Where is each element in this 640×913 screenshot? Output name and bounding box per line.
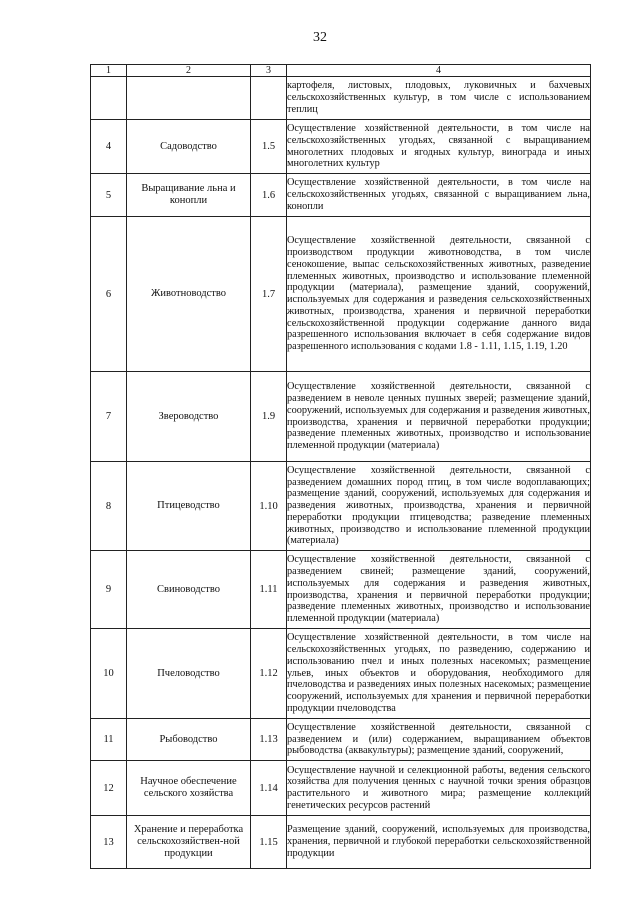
land-use-description: картофеля, листовых, плодовых, луковичных и бахчевых сельскохозяйственных культур, в том числе с использованием теплиц	[287, 77, 591, 120]
land-use-description: Размещение зданий, сооружений, используемых для производства, хранения, первичной и глубокой переработки сельскохозяйственной продукции	[287, 816, 591, 869]
row-number: 13	[91, 816, 127, 869]
land-use-description: Осуществление хозяйственной деятельности, в том числе на сельскохозяйственных угодьях, связанной с выращиванием льна, конопли	[287, 174, 591, 217]
land-use-name: Птицеводство	[127, 462, 251, 551]
land-use-description: Осуществление хозяйственной деятельности, связанной с производством продукции животноводства, в том числе сенокошение, выпас сельскохозяйственных животных, разведение племенных животных, производство и использование племенной продукции (материала), размещение зданий, сооружений, используемых для содержания и разведения сельскохозяйственных животных, производства, хранения и первичной переработки сельскохозяйственной продукции содержание данного вида разрешенного использования включает в себя содержание видов разрешенного использования с кодами 1.8 - 1.11, 1.15, 1.19, 1.20	[287, 217, 591, 372]
land-use-name: Садоводство	[127, 120, 251, 174]
land-use-name: Выращивание льна и конопли	[127, 174, 251, 217]
table-row	[91, 719, 591, 761]
land-use-code: 1.11	[251, 551, 287, 629]
table-row	[91, 217, 591, 372]
row-number: 5	[91, 174, 127, 217]
land-use-description: Осуществление хозяйственной деятельности, в том числе на сельскохозяйственных угодьях, связанной с выращиванием многолетних плодовых и ягодных культур, винограда и иных многолетних культур	[287, 120, 591, 174]
land-use-name	[127, 77, 251, 120]
land-use-table	[90, 64, 591, 869]
land-use-name: Животноводство	[127, 217, 251, 372]
table-row	[91, 551, 591, 629]
row-number: 6	[91, 217, 127, 372]
land-use-code: 1.7	[251, 217, 287, 372]
table-row	[91, 174, 591, 217]
land-use-code: 1.12	[251, 629, 287, 719]
land-use-description: Осуществление хозяйственной деятельности, связанной с разведением в неволе ценных пушных зверей; размещение зданий, сооружений, используемых для содержания и разведения животных, производства, хранения и первичной переработки продукции; разведение племенных животных, производство и использование племенной продукции (материала)	[287, 372, 591, 462]
row-number: 11	[91, 719, 127, 761]
land-use-code: 1.15	[251, 816, 287, 869]
row-number: 7	[91, 372, 127, 462]
land-use-code: 1.6	[251, 174, 287, 217]
header-cell: 2	[127, 65, 251, 77]
header-cell: 4	[287, 65, 591, 77]
table-row	[91, 462, 591, 551]
table-row	[91, 816, 591, 869]
land-use-description: Осуществление научной и селекционной работы, ведения сельского хозяйства для получения ценных с научной точки зрения образцов растительного и животного мира; размещение коллекций генетических ресурсов растений	[287, 761, 591, 816]
page-number: 32	[313, 30, 327, 45]
row-number: 4	[91, 120, 127, 174]
land-use-code: 1.5	[251, 120, 287, 174]
table-row	[91, 77, 591, 120]
land-use-name: Хранение и переработка сельскохозяйствен-ной продукции	[127, 816, 251, 869]
header-cell: 1	[91, 65, 127, 77]
land-use-name: Звероводство	[127, 372, 251, 462]
land-use-description: Осуществление хозяйственной деятельности, связанной с разведением свиней; размещение зданий, сооружений, используемых для содержания и разведения животных, производства, хранения и первичной переработки продукции; разведение племенных животных, производство и использование племенной продукции (материала)	[287, 551, 591, 629]
row-number: 9	[91, 551, 127, 629]
row-number: 10	[91, 629, 127, 719]
land-use-code: 1.14	[251, 761, 287, 816]
land-use-code: 1.13	[251, 719, 287, 761]
row-number: 8	[91, 462, 127, 551]
land-use-code: 1.9	[251, 372, 287, 462]
land-use-description: Осуществление хозяйственной деятельности, связанной с разведением и (или) содержанием, выращиванием объектов рыбоводства (аквакультуры); размещение зданий, сооружений,	[287, 719, 591, 761]
table-row	[91, 761, 591, 816]
row-number: 12	[91, 761, 127, 816]
land-use-code	[251, 77, 287, 120]
header-cell: 3	[251, 65, 287, 77]
table-row	[91, 372, 591, 462]
row-number	[91, 77, 127, 120]
table-row	[91, 120, 591, 174]
land-use-description: Осуществление хозяйственной деятельности, связанной с разведением домашних пород птиц, в том числе водоплавающих; размещение зданий, сооружений, используемых для содержания и разведения животных, производства, хранения и первичной переработки продукции птицеводства; разведение племенных животных, производство и использование племенной продукции (материала)	[287, 462, 591, 551]
land-use-name: Научное обеспечение сельского хозяйства	[127, 761, 251, 816]
land-use-name: Пчеловодство	[127, 629, 251, 719]
land-use-name: Рыбоводство	[127, 719, 251, 761]
table-header-row	[91, 65, 591, 77]
table-row	[91, 629, 591, 719]
land-use-name: Свиноводство	[127, 551, 251, 629]
land-use-code: 1.10	[251, 462, 287, 551]
land-use-description: Осуществление хозяйственной деятельности, в том числе на сельскохозяйственных угодьях, по разведению, содержанию и использованию пчел и иных полезных насекомых; размещение ульев, иных объектов и оборудования, необходимого для пчеловодства и разведениях иных полезных насекомых; размещение сооружений, используемых для хранения и первичной переработки продукции пчеловодства	[287, 629, 591, 719]
